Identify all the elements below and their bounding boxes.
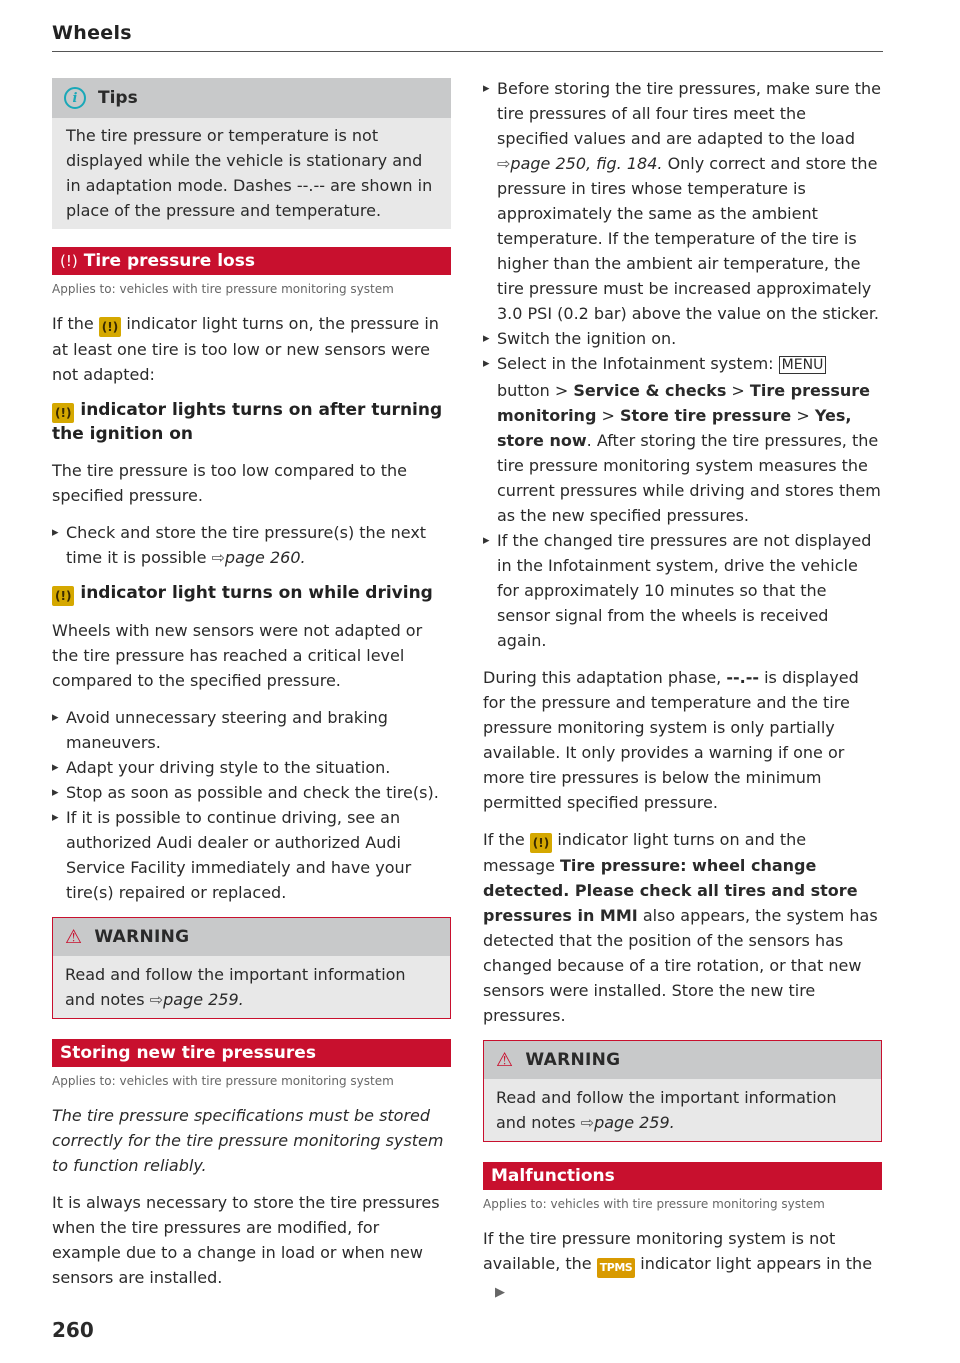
- warning-body: [484, 1079, 881, 1141]
- list-item-text: After storing the tire pressures, the tire pressure monitoring system measures the current pressures while driving and stores them as the new specified pressures.: [497, 431, 881, 525]
- page-link[interactable]: ⇨page 260.: [211, 548, 306, 567]
- page-header: [52, 22, 883, 52]
- paragraph: [483, 665, 882, 815]
- left-column: [52, 78, 451, 1302]
- paragraph: The tire pressure is too low compared to the specified pressure.: [52, 461, 407, 505]
- page-link[interactable]: ⇨page 259.: [580, 1113, 675, 1132]
- list-item-text: Check and store the tire pressure(s) the next time it is possible: [66, 523, 427, 567]
- menu-key: MENU: [779, 356, 827, 374]
- instruction-list: [483, 76, 882, 653]
- paragraph-text: indicator light appears in the: [640, 1254, 873, 1273]
- tips-text: The tire pressure or temperature is not displayed while the vehicle is stationary and in adaptation mode. Dashes --.-- are shown in place of the pressure and temperature.: [66, 126, 433, 220]
- intro-text-b: indicator light turns on, the pressure in at least one tire is too low or new sensors were not adapted:: [52, 314, 439, 384]
- tips-title: Tips: [98, 88, 138, 108]
- page-link[interactable]: ⇨page 259.: [149, 990, 244, 1009]
- page-link-text[interactable]: page 259: [163, 990, 239, 1009]
- tips-box: [52, 78, 451, 229]
- paragraph-text: indicator light turns on and the message: [483, 830, 807, 875]
- warning-text: [65, 962, 438, 1012]
- page-number: 260: [52, 1318, 94, 1342]
- section-title: Storing new tire pressures: [60, 1043, 316, 1063]
- subheading-text: indicator light turns on while driving: [80, 583, 433, 603]
- warning-triangle-icon: ⚠: [65, 926, 83, 948]
- page-link[interactable]: ⇨page 250, fig. 184.: [497, 154, 663, 173]
- system-message: Tire pressure: wheel change detected. Please check all tires and store pressures in MMI: [483, 856, 858, 925]
- section-heading-tire-pressure-loss: [52, 247, 451, 275]
- menu-path-item: Yes, store now: [497, 406, 852, 450]
- right-column: [483, 76, 882, 1317]
- list-item: ▸ Select in the Infotainment system: MENU button > Service & checks > Tire pressure monitoring > Store tire pressure > Yes, store now. After storing the tire pressures, the tire pressure monitoring system measures the current pressures while driving and stores them as the new specified pressures.: [483, 351, 882, 528]
- subheading-ignition: [52, 399, 451, 446]
- list-item: ▸ Avoid unnecessary steering and braking maneuvers.: [52, 705, 451, 755]
- warning-box: [483, 1040, 882, 1142]
- applies-to-note: Applies to: vehicles with tire pressure monitoring system: [52, 1074, 394, 1088]
- warning-text: [496, 1085, 869, 1135]
- info-icon: i: [64, 87, 86, 109]
- section-title: Malfunctions: [491, 1166, 615, 1186]
- list-item-text: Only correct and store the pressure in tires whose temperature is approximately the same as the ambient temperature. If the temperature of the tire is higher than the ambient air temperature, the tire pressure must be increased approximately 3.0 PSI (0.2 bar) above the value on the sticker.: [497, 154, 880, 323]
- applies-to-note: Applies to: vehicles with tire pressure monitoring system: [483, 1197, 825, 1211]
- warning-title: WARNING: [94, 927, 190, 947]
- tire-pressure-indicator-icon: (!): [52, 586, 74, 606]
- warning-circle-icon: (!): [60, 252, 78, 270]
- paragraph-text: is displayed for the pressure and temperature and the tire pressure monitoring system is only partially available. It only provides a warning if one or more tire pressures is below the minimum permitted specified pressure.: [483, 668, 859, 812]
- menu-path-item: Store tire pressure: [619, 406, 792, 425]
- loss-intro: [52, 311, 451, 387]
- list-item-text: button: [497, 381, 550, 400]
- list-item: ▸ If it is possible to continue driving, see an authorized Audi dealer or authorized Audi Service Facility immediately and have your tire(s) repaired or replaced.: [52, 805, 451, 905]
- warning-header: [53, 918, 450, 956]
- list-item: ▸ Adapt your driving style to the situation.: [52, 755, 451, 780]
- list-item-text: Before storing the tire pressures, make sure the tire pressures of all four tires meet the specified values and are adapted to the load: [497, 79, 881, 148]
- section-intro: The tire pressure specifications must be stored correctly for the tire pressure monitoring system to function reliably.: [52, 1106, 444, 1175]
- tire-pressure-indicator-icon: (!): [52, 403, 74, 423]
- paragraph-text: If the tire pressure monitoring system is not available, the: [483, 1229, 836, 1273]
- page-link-text[interactable]: page 250, fig. 184: [510, 154, 658, 173]
- list-item-text: Select in the Infotainment system:: [497, 354, 774, 373]
- list-item: ▸ Switch the ignition on.: [483, 326, 882, 351]
- warning-body: [53, 956, 450, 1018]
- applies-to-note: Applies to: vehicles with tire pressure monitoring system: [52, 282, 394, 296]
- instruction-list: [52, 705, 451, 905]
- warning-box: [52, 917, 451, 1019]
- continued-arrow-icon: ▶: [495, 1285, 505, 1300]
- page-link-text[interactable]: page 260: [224, 548, 301, 567]
- warning-header: [484, 1041, 881, 1079]
- list-item: ▸ If the changed tire pressures are not displayed in the Infotainment system, drive the vehicle for approximately 10 minutes so that the sensor signal from the wheels is received again.: [483, 528, 882, 653]
- list-item: ▸ Stop as soon as possible and check the tire(s).: [52, 780, 451, 805]
- section-heading-malfunctions: [483, 1162, 882, 1190]
- menu-path-item: Service & checks: [573, 381, 727, 400]
- instruction-list: [52, 520, 451, 570]
- section-heading-storing: [52, 1039, 451, 1067]
- section-title: Tire pressure loss: [83, 251, 255, 271]
- tire-pressure-indicator-icon: (!): [530, 833, 552, 853]
- paragraph: It is always necessary to store the tire pressures when the tire pressures are modified, for example due to a change in load or when new sensors are installed.: [52, 1193, 440, 1287]
- tips-body: [52, 118, 451, 229]
- page-link-text[interactable]: page 259: [594, 1113, 670, 1132]
- tire-pressure-indicator-icon: (!): [99, 317, 121, 337]
- list-item: [52, 520, 451, 570]
- dash-display: --.--: [726, 668, 759, 687]
- subheading-text: indicator lights turns on after turning the ignition on: [52, 400, 443, 444]
- warning-title: WARNING: [525, 1050, 621, 1070]
- page-title: Wheels: [52, 22, 132, 44]
- subheading-driving: [52, 582, 451, 606]
- warning-text-body: Read and follow the important information and notes: [65, 965, 406, 1009]
- intro-text-a: If the: [52, 314, 94, 333]
- paragraph-text: During this adaptation phase,: [483, 668, 722, 687]
- warning-triangle-icon: ⚠: [496, 1049, 514, 1071]
- warning-text-body: Read and follow the important information and notes: [496, 1088, 837, 1132]
- paragraph: [483, 827, 882, 1028]
- tpms-indicator-icon: TPMS: [597, 1258, 635, 1278]
- paragraph-text: also appears, the system has detected that the position of the sensors has changed because of a tire rotation, or that new sensors were installed. Store the new tire pressures.: [483, 906, 878, 1025]
- paragraph: Wheels with new sensors were not adapted or the tire pressure has reached a critical level compared to the specified pressure.: [52, 621, 423, 690]
- menu-path-item: Tire pressure monitoring: [497, 381, 871, 425]
- tips-header: [52, 78, 451, 118]
- paragraph-text: If the: [483, 830, 525, 849]
- list-item: [483, 76, 882, 326]
- paragraph: [483, 1226, 882, 1305]
